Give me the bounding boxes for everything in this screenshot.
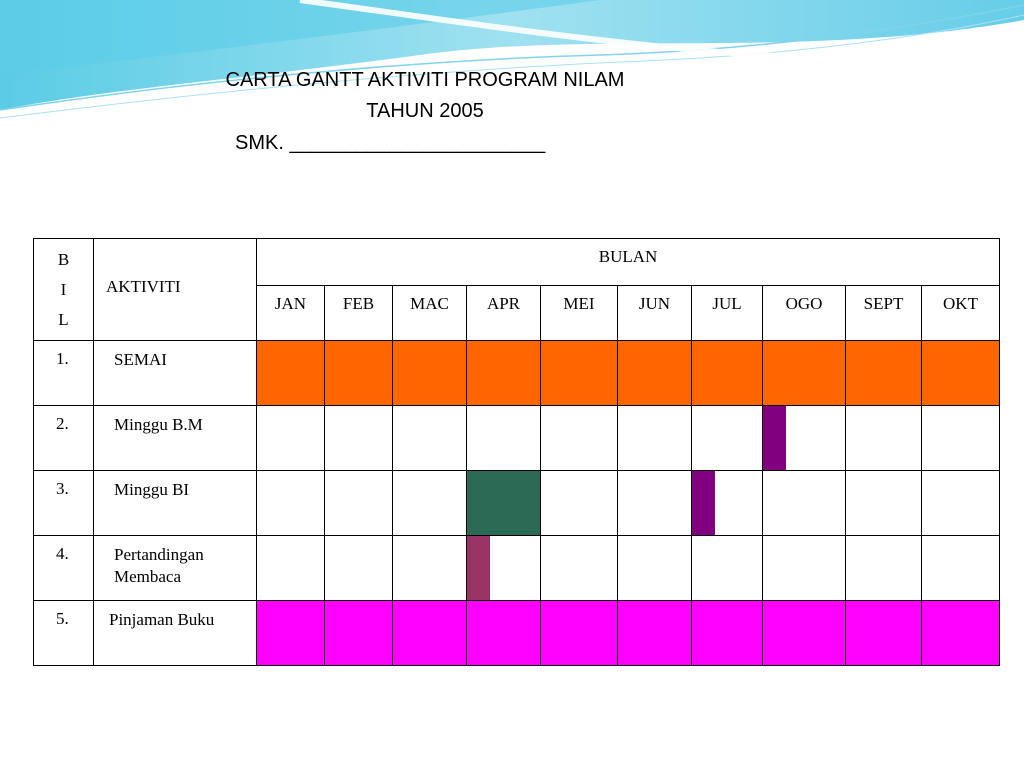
schedule-cell-filled (393, 601, 467, 666)
schedule-cell-filled (763, 341, 846, 406)
table-row (34, 536, 1000, 601)
schedule-cell (618, 406, 692, 471)
month-jun: JUN (618, 286, 692, 341)
schedule-cell (325, 406, 393, 471)
row-number: 4. (34, 536, 94, 601)
schedule-cell (393, 406, 467, 471)
schedule-cell (692, 471, 763, 536)
schedule-cell-filled (467, 601, 541, 666)
schedule-cell-filled (393, 341, 467, 406)
month-feb: FEB (325, 286, 393, 341)
month-sept: SEPT (846, 286, 922, 341)
month-jul: JUL (692, 286, 763, 341)
activity-name: Pertandingan Membaca (94, 536, 257, 601)
schedule-cell (692, 536, 763, 601)
activity-name: Minggu BI (94, 471, 257, 536)
month-ogo: OGO (763, 286, 846, 341)
schedule-cell-filled (692, 341, 763, 406)
row-number: 1. (34, 341, 94, 406)
month-mac: MAC (393, 286, 467, 341)
schedule-cell-filled (325, 341, 393, 406)
schedule-cell (846, 471, 922, 536)
schedule-cell-filled (467, 471, 541, 536)
month-apr: APR (467, 286, 541, 341)
schedule-cell (257, 406, 325, 471)
activity-name: SEMAI (94, 341, 257, 406)
schedule-cell (763, 471, 846, 536)
schedule-cell-filled (692, 601, 763, 666)
schedule-cell (541, 406, 618, 471)
schedule-cell-filled (618, 341, 692, 406)
table-row (34, 471, 1000, 536)
table-row (34, 406, 1000, 471)
schedule-cell-filled (846, 601, 922, 666)
chart-title: CARTA GANTT AKTIVITI PROGRAM NILAM (225, 69, 625, 91)
schedule-cell-filled (541, 341, 618, 406)
bil-header: B I L (34, 239, 94, 341)
schedule-cell-filled (257, 341, 325, 406)
month-mei: MEI (541, 286, 618, 341)
schedule-bar-partial (692, 471, 715, 535)
schedule-cell-filled (922, 601, 1000, 666)
school-line: SMK. _______________________ (235, 132, 546, 154)
schedule-cell (692, 406, 763, 471)
schedule-cell-filled (618, 601, 692, 666)
schedule-cell-filled (257, 601, 325, 666)
gantt-table (33, 238, 1000, 666)
schedule-cell (467, 406, 541, 471)
schedule-cell (763, 406, 846, 471)
schedule-cell-filled (763, 601, 846, 666)
schedule-cell (922, 536, 1000, 601)
schedule-cell (325, 471, 393, 536)
aktiviti-header: AKTIVITI (94, 239, 257, 341)
table-row (34, 601, 1000, 666)
schedule-cell (763, 536, 846, 601)
schedule-cell-filled (541, 601, 618, 666)
bulan-header: BULAN (257, 239, 1000, 286)
month-okt: OKT (922, 286, 1000, 341)
schedule-bar-partial (763, 406, 786, 470)
schedule-cell (618, 536, 692, 601)
row-number: 5. (34, 601, 94, 666)
schedule-cell (257, 471, 325, 536)
schedule-cell (257, 536, 325, 601)
schedule-cell (618, 471, 692, 536)
month-jan: JAN (257, 286, 325, 341)
schedule-cell-filled (922, 341, 1000, 406)
chart-year: TAHUN 2005 (366, 100, 484, 122)
schedule-cell (846, 536, 922, 601)
row-number: 3. (34, 471, 94, 536)
schedule-cell (325, 536, 393, 601)
table-row (34, 341, 1000, 406)
schedule-cell (922, 406, 1000, 471)
schedule-cell (393, 536, 467, 601)
schedule-cell (541, 536, 618, 601)
schedule-cell (541, 471, 618, 536)
schedule-cell (467, 536, 541, 601)
row-number: 2. (34, 406, 94, 471)
schedule-cell-filled (467, 341, 541, 406)
schedule-bar-partial (467, 536, 490, 600)
schedule-cell-filled (846, 341, 922, 406)
schedule-cell (922, 471, 1000, 536)
activity-name: Minggu B.M (94, 406, 257, 471)
schedule-cell-filled (325, 601, 393, 666)
schedule-cell (393, 471, 467, 536)
schedule-cell (846, 406, 922, 471)
activity-name: Pinjaman Buku (94, 601, 257, 666)
